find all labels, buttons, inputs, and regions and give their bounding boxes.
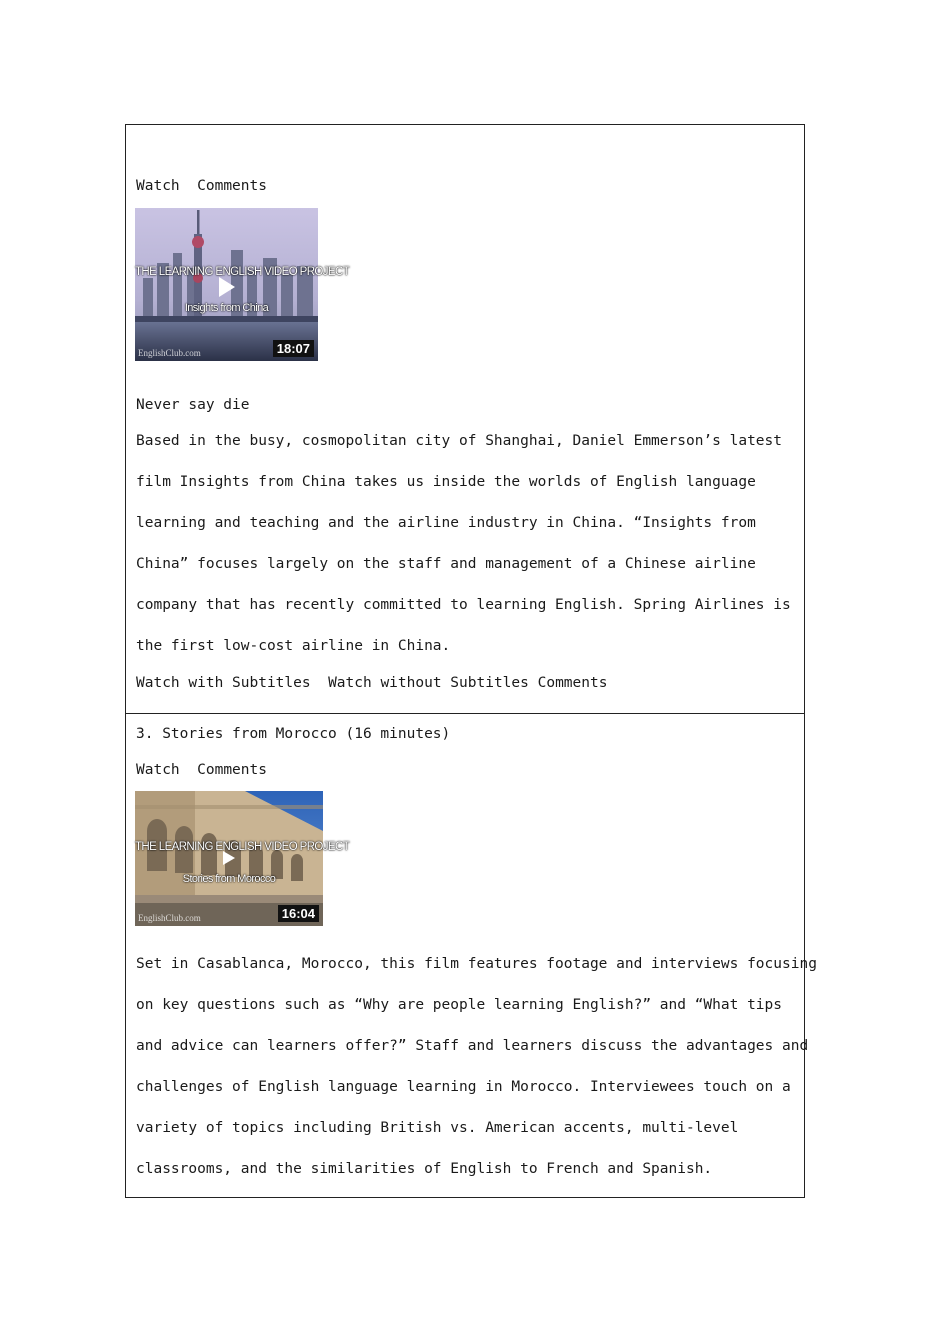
project-title-overlay: THE LEARNING ENGLISH VIDEO PROJECT [135,841,350,853]
play-icon[interactable] [223,851,235,865]
watch-link[interactable]: Watch [136,178,180,194]
comments-link[interactable]: Comments [537,675,608,691]
watch-link[interactable]: Watch [136,762,180,778]
section-subtitle: Never say die [136,397,250,413]
description-line: company that has recently committed to learning English. Spring Airlines is [136,597,791,613]
description-line: and advice can learners offer?” Staff and learners discuss the advantages and [136,1038,809,1054]
description-line: variety of topics including British vs. American accents, multi-level [136,1120,739,1136]
row-divider [126,713,804,714]
description-line: on key questions such as “Why are people learning English?” and “What tips [136,997,783,1013]
description-line: the first low-cost airline in China. [136,638,451,654]
play-icon[interactable] [219,277,235,297]
duration-badge: 16:04 [278,905,319,922]
description-line: film Insights from China takes us inside the worlds of English language [136,474,756,490]
description-line: learning and teaching and the airline industry in China. “Insights from [136,515,756,531]
film-title-overlay: Insights from China [184,302,269,314]
description-line: challenges of English language learning in Morocco. Interviewees touch on a [136,1079,791,1095]
comments-link[interactable]: Comments [197,178,267,194]
project-title-overlay: THE LEARNING ENGLISH VIDEO PROJECT [135,266,350,278]
description-line: China” focuses largely on the staff and management of a Chinese airline [136,556,756,572]
duration-badge: 18:07 [273,340,314,357]
description-line: Set in Casablanca, Morocco, this film features footage and interviews focusing [136,956,817,972]
content-table [125,124,817,1198]
video-thumbnail-morocco[interactable] [135,791,350,926]
video-thumbnail-china[interactable] [135,208,350,361]
section-heading: 3. Stories from Morocco (16 minutes) [136,726,451,742]
description-line: classrooms, and the similarities of English to French and Spanish. [136,1161,713,1177]
watch-with-subtitles-link[interactable]: Watch with Subtitles [136,675,311,691]
watermark: EnglishClub.com [138,913,201,923]
description-line: Based in the busy, cosmopolitan city of Shanghai, Daniel Emmerson’s latest [136,433,783,449]
watch-comments-row [136,177,267,195]
watermark: EnglishClub.com [138,348,201,358]
watch-without-subtitles-link[interactable]: Watch without Subtitles [328,675,529,691]
watch-comments-row [136,761,267,779]
comments-link[interactable]: Comments [197,762,267,778]
subtitle-links-row [136,674,607,692]
film-title-overlay: Stories from Morocco [182,873,276,885]
